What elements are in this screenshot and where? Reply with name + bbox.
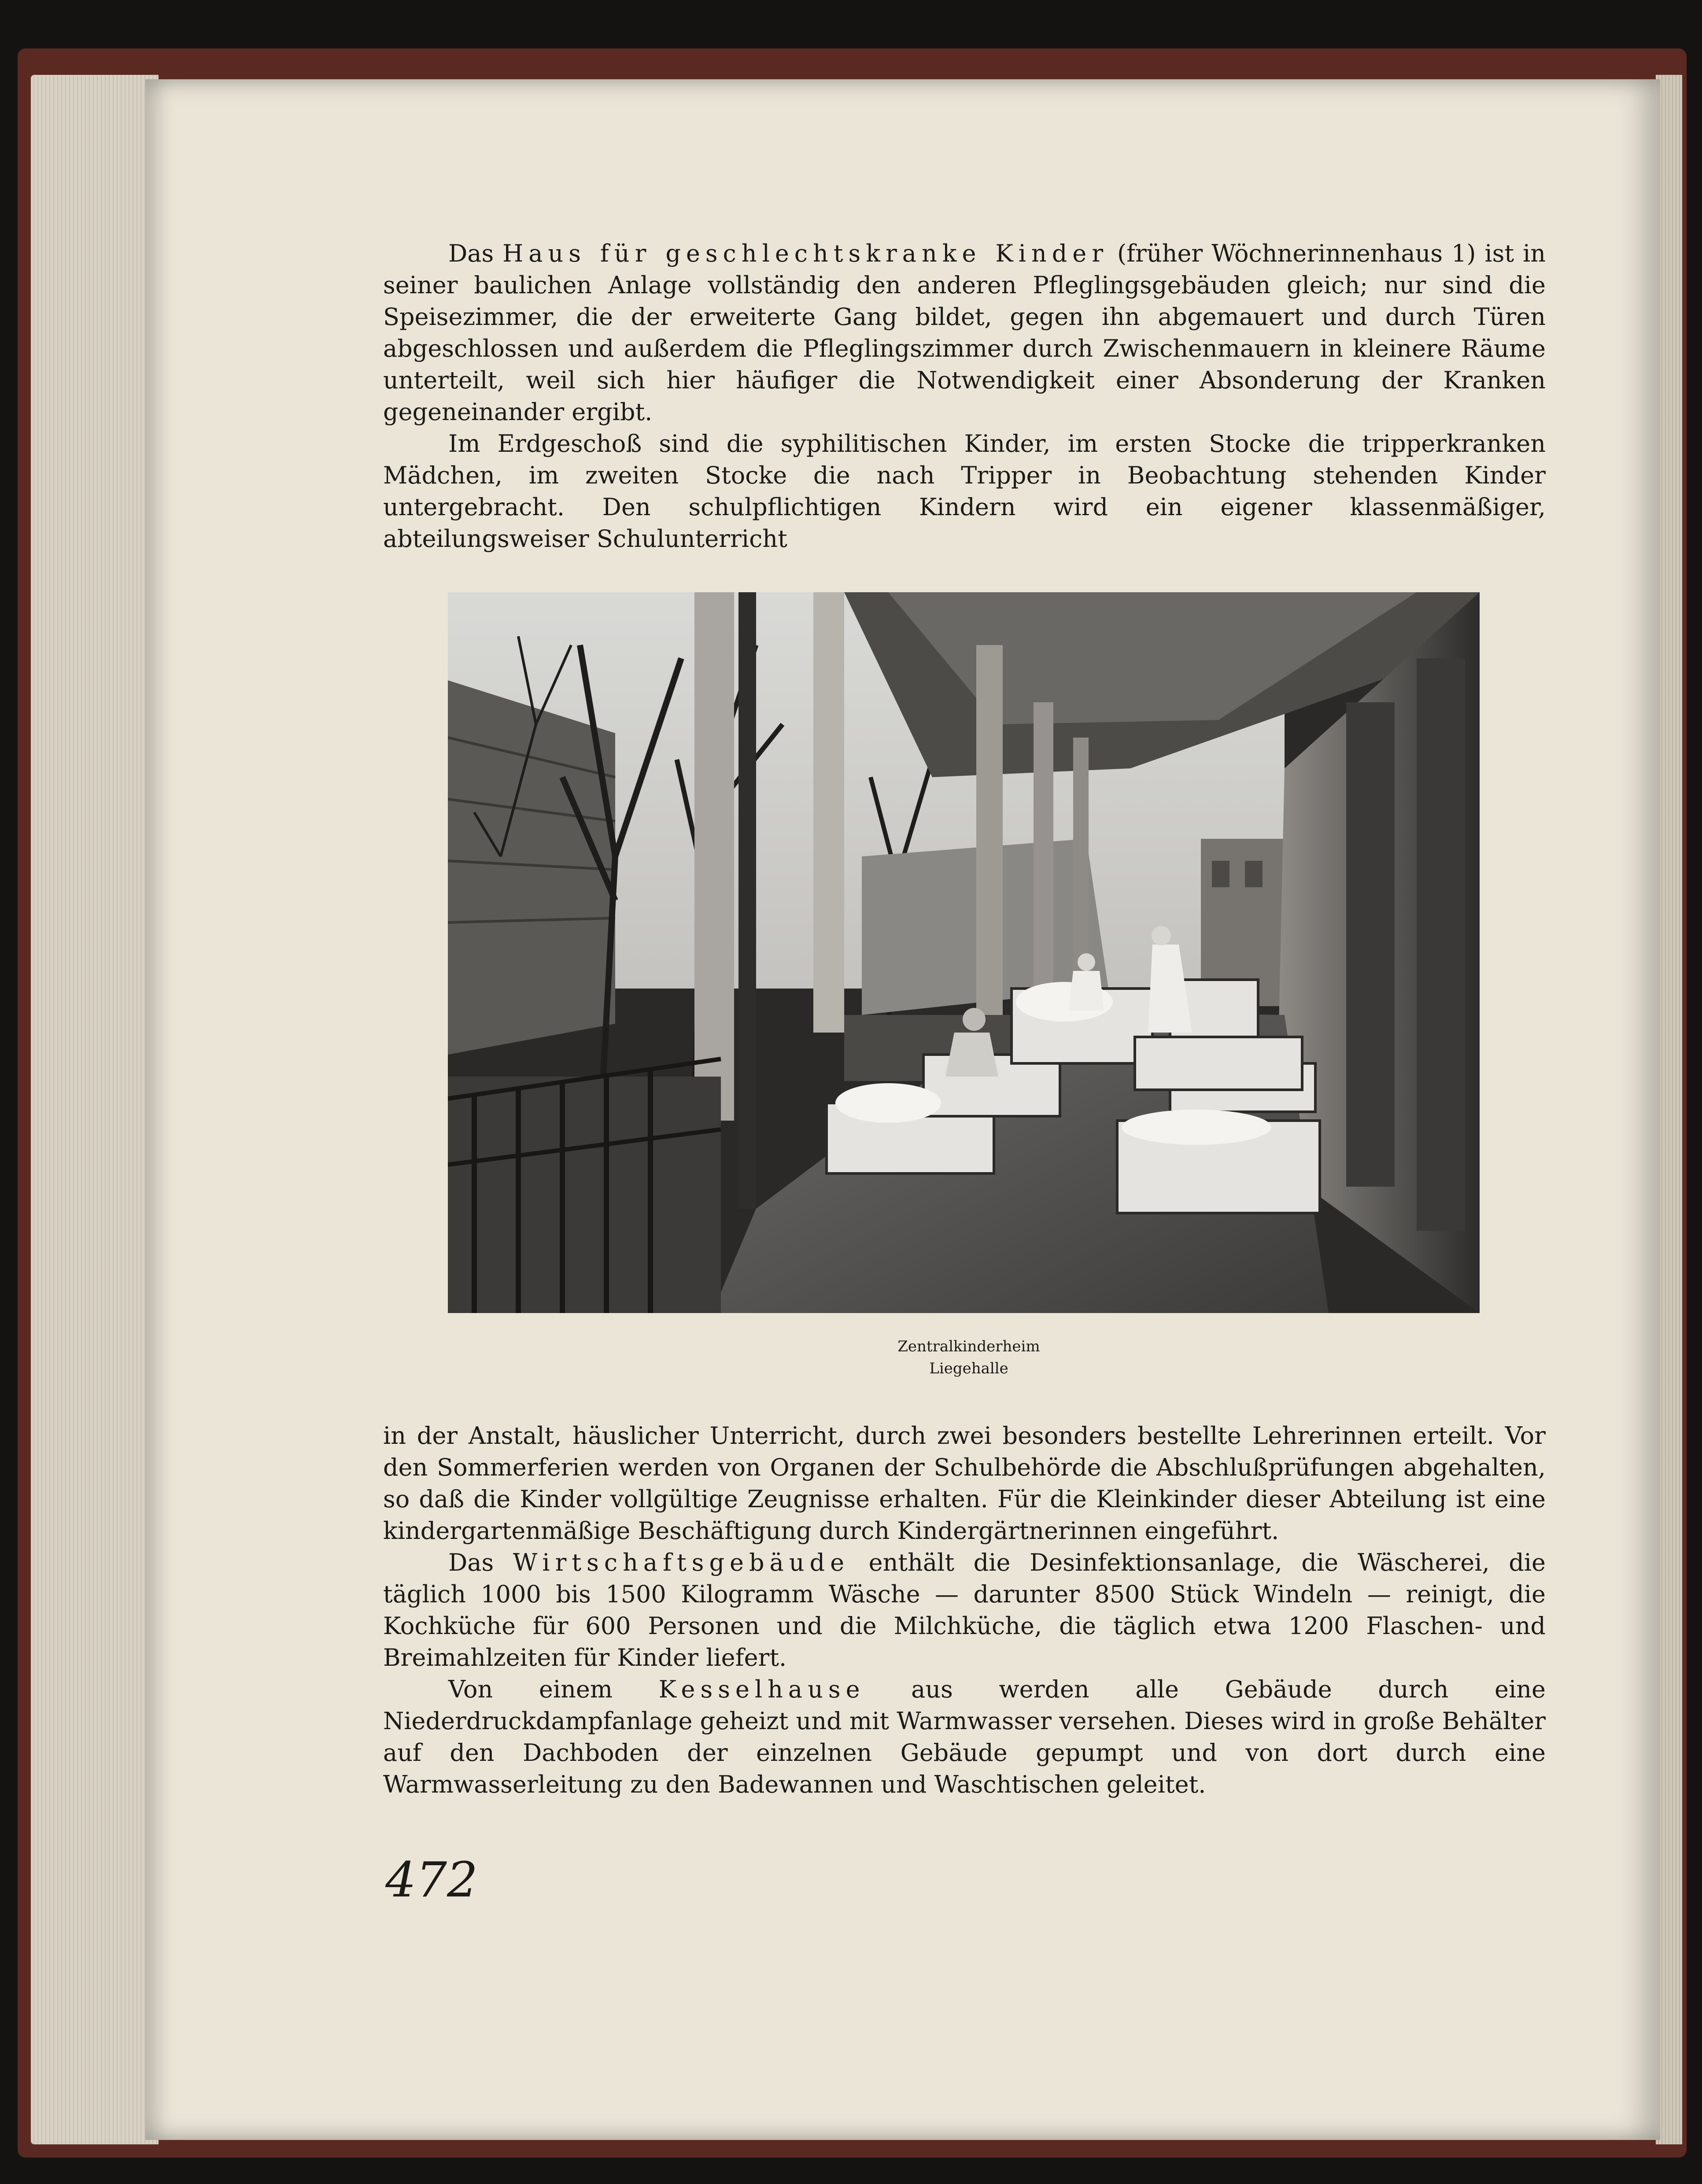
- text-run: in der Anstalt, häuslicher Unterricht, durch zwei besonders bestellte Lehrerinnen erteilt. Vor den Sommerferien werden von Organen der Schulbehörde die Abschlußprüfungen abgehalten, so daß die Kinder vollgültige Zeugnisse erhalten. Für die Kleinkinder dieser Abteilung ist eine kindergartenmäßige Beschäftigung durch Kindergärtnerinnen eingeführt.: [383, 1422, 1546, 1545]
- emphasized-term: Wirtschaftsgebäude: [513, 1549, 850, 1576]
- paragraph: [383, 1547, 1546, 1674]
- emphasized-term: Haus für geschlechtskranke Kinder: [502, 240, 1109, 267]
- page-number: 472: [385, 1852, 478, 1908]
- photo-liegehalle: [448, 592, 1480, 1313]
- paragraph: [383, 1420, 1546, 1547]
- paragraph: [383, 238, 1546, 428]
- text-run: Das: [448, 1549, 513, 1576]
- text-block-lower: [383, 1420, 1546, 1800]
- text-run: aus werden alle Gebäude durch eine Niederdruckdampfanlage geheizt und mit Warmwasser versehen. Dieses wird in große Behälter auf den Dachboden der einzelnen Gebäude gepumpt und von dort durch eine Warmwasserleitung zu den Badewannen und Waschtischen geleitet.: [383, 1675, 1546, 1798]
- page-edges-left: [31, 75, 159, 2144]
- text-run: Von einem: [448, 1675, 659, 1703]
- text-run: (früher Wöchnerinnenhaus 1) ist in seiner baulichen Anlage vollständig den anderen Pfleglingsgebäuden gleich; nur sind die Speisezimmer, die der erweiterte Gang bildet, gegen ihn abgemauert und durch Türen abgeschlossen und außerdem die Pfleglingszimmer durch Zwischenmauern in kleinere Räume unterteilt, weil sich hier häufiger die Notwendigkeit einer Absonderung der Kranken gegeneinander ergibt.: [383, 240, 1546, 426]
- text-run: Im Erdgeschoß sind die syphilitischen Kinder, im ersten Stocke die tripperkranken Mädchen, im zweiten Stocke die nach Tripper in Beobachtung stehenden Kinder untergebracht. Den schulpflichtigen Kindern wird ein eigener klassenmäßiger, abteilungsweiser Schulunterricht: [383, 430, 1546, 553]
- emphasized-term: Kesselhause: [658, 1675, 865, 1703]
- paragraph: [383, 1674, 1546, 1800]
- text-block-upper: [383, 238, 1546, 555]
- figure-caption-title: Zentralkinderheim: [897, 1338, 1040, 1355]
- paragraph: [383, 428, 1546, 555]
- text-run: Das: [448, 240, 503, 267]
- text-run: enthält die Desinfektionsanlage, die Wäscherei, die täglich 1000 bis 1500 Kilogramm Wäsche — darunter 8500 Stück Windeln — reinigt, die Kochküche für 600 Personen und die Milchküche, die täglich etwa 1200 Flaschen- und Breimahlzeiten für Kinder liefert.: [383, 1549, 1546, 1671]
- figure-caption-subtitle: Liegehalle: [929, 1360, 1008, 1377]
